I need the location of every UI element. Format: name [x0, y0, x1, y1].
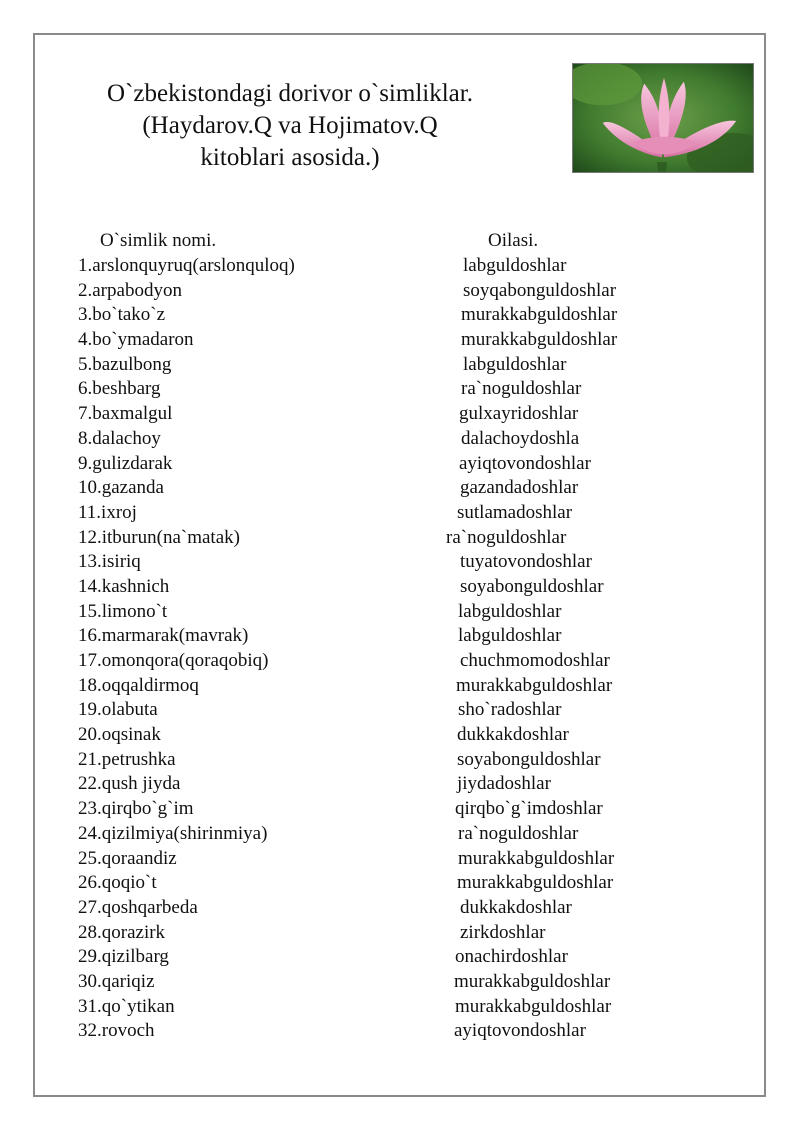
table-row	[78, 921, 698, 946]
column-header-family: Oilasi.	[488, 230, 539, 251]
plant-family: labguldoshlar	[463, 255, 567, 276]
plant-family: gazandadoshlar	[460, 477, 579, 499]
table-row	[78, 476, 698, 501]
table-row	[78, 575, 698, 600]
plant-family: qirqbo`g`imdoshlar	[455, 798, 603, 820]
title-line-1: O`zbekistondagi dorivor o`simliklar.	[107, 80, 473, 107]
plant-family: labguldoshlar	[463, 353, 567, 375]
table-row	[78, 847, 698, 872]
table-row	[78, 945, 698, 970]
plant-family: sho`radoshlar	[458, 699, 562, 721]
plant-name: 19.olabuta	[78, 699, 158, 721]
plant-family: ayiqtovondoshlar	[459, 452, 591, 474]
table-row	[78, 772, 698, 797]
title-line-2: (Haydarov.Q va Hojimatov.Q	[142, 112, 438, 139]
lotus-flower-photo	[572, 63, 754, 173]
plant-family: tuyatovondoshlar	[460, 551, 592, 573]
plant-name: 21.petrushka	[78, 748, 176, 770]
table-row	[78, 427, 698, 452]
table-row	[78, 452, 698, 477]
table-row	[78, 353, 698, 378]
plant-name: 17.omonqora(qoraqobiq)	[78, 650, 269, 671]
plant-name: 14.kashnich	[78, 575, 170, 597]
plant-family: soyqabonguldoshlar	[463, 279, 617, 301]
plant-family: ra`noguldoshlar	[461, 378, 582, 400]
plant-name: 13.isiriq	[78, 551, 141, 573]
plant-name: 7.baxmalgul	[78, 403, 173, 425]
table-row	[78, 970, 698, 995]
plant-name: 24.qizilmiya(shirinmiya)	[78, 822, 268, 844]
plant-name: 16.marmarak(mavrak)	[78, 625, 249, 647]
plant-family: soyabonguldoshlar	[457, 748, 601, 770]
column-header-plant-name: O`simlik nomi.	[100, 230, 217, 251]
plant-family: dalachoydoshla	[461, 427, 580, 449]
plant-family: labguldoshlar	[458, 625, 562, 647]
plant-family: murakkabguldoshlar	[458, 847, 615, 869]
plant-name: 30.qariqiz	[78, 970, 155, 992]
plant-name: 10.gazanda	[78, 477, 164, 499]
plant-name: 31.qo`ytikan	[78, 995, 175, 1017]
plant-family: ayiqtovondoshlar	[454, 1020, 586, 1042]
table-row	[78, 649, 698, 674]
title-line-3: kitoblari asosida.)	[200, 144, 380, 171]
plant-name: 22.qush jiyda	[78, 773, 181, 795]
table-row	[78, 526, 698, 551]
table-row	[78, 797, 698, 822]
plant-name: 3.bo`tako`z	[78, 304, 166, 326]
plant-name: 9.gulizdarak	[78, 452, 173, 474]
table-row	[78, 254, 698, 279]
plant-name: 8.dalachoy	[78, 427, 161, 449]
table-row	[78, 624, 698, 649]
plant-family: labguldoshlar	[458, 600, 562, 622]
plant-name: 29.qizilbarg	[78, 946, 169, 968]
plant-family: murakkabguldoshlar	[454, 970, 611, 992]
plant-list	[78, 254, 698, 1044]
plant-name: 11.ixroj	[78, 501, 137, 523]
table-row	[78, 501, 698, 526]
plant-family: dukkakdoshlar	[457, 724, 569, 746]
plant-family: jiydadoshlar	[457, 773, 551, 795]
plant-family: chuchmomodoshlar	[460, 650, 610, 671]
table-row	[78, 896, 698, 921]
table-row	[78, 995, 698, 1020]
plant-family: murakkabguldoshlar	[461, 304, 618, 326]
plant-name: 6.beshbarg	[78, 378, 161, 400]
table-row	[78, 822, 698, 847]
plant-name: 12.itburun(na`matak)	[78, 526, 240, 548]
plant-family: onachirdoshlar	[455, 946, 568, 968]
plant-name: 4.bo`ymadaron	[78, 329, 194, 351]
table-row	[78, 748, 698, 773]
table-row	[78, 674, 698, 699]
plant-name: 20.oqsinak	[78, 724, 161, 746]
table-row	[78, 377, 698, 402]
plant-name: 18.oqqaldirmoq	[78, 674, 199, 696]
table-row	[78, 550, 698, 575]
table-row	[78, 600, 698, 625]
table-row	[78, 279, 698, 304]
plant-name: 5.bazulbong	[78, 353, 172, 375]
plant-name: 23.qirqbo`g`im	[78, 798, 194, 820]
plant-family: murakkabguldoshlar	[455, 995, 612, 1017]
plant-family: sutlamadoshlar	[457, 501, 573, 523]
plant-name: 25.qoraandiz	[78, 847, 177, 869]
plant-name: 2.arpabodyon	[78, 279, 182, 301]
plant-name: 1.arslonquyruq(arslonquloq)	[78, 255, 295, 276]
plant-name: 15.limono`t	[78, 600, 168, 622]
page-title	[90, 78, 490, 174]
table-row	[78, 698, 698, 723]
plant-family: murakkabguldoshlar	[457, 872, 614, 894]
plant-name: 32.rovoch	[78, 1020, 155, 1042]
plant-family: murakkabguldoshlar	[456, 674, 613, 696]
table-row	[78, 328, 698, 353]
table-row	[78, 402, 698, 427]
table-row	[78, 1019, 698, 1044]
table-row	[78, 303, 698, 328]
plant-name: 27.qoshqarbeda	[78, 896, 198, 918]
plant-family: ra`noguldoshlar	[458, 822, 579, 844]
plant-family: zirkdoshlar	[460, 921, 546, 943]
table-row	[78, 871, 698, 896]
plant-family: dukkakdoshlar	[460, 896, 572, 918]
plant-family: murakkabguldoshlar	[461, 329, 618, 351]
plant-family: gulxayridoshlar	[459, 403, 579, 425]
table-row	[78, 723, 698, 748]
plant-name: 26.qoqio`t	[78, 872, 157, 894]
plant-name: 28.qorazirk	[78, 921, 166, 943]
plant-family: ra`noguldoshlar	[446, 526, 567, 548]
plant-family: soyabonguldoshlar	[460, 575, 604, 597]
lotus-flower-icon	[573, 64, 753, 172]
